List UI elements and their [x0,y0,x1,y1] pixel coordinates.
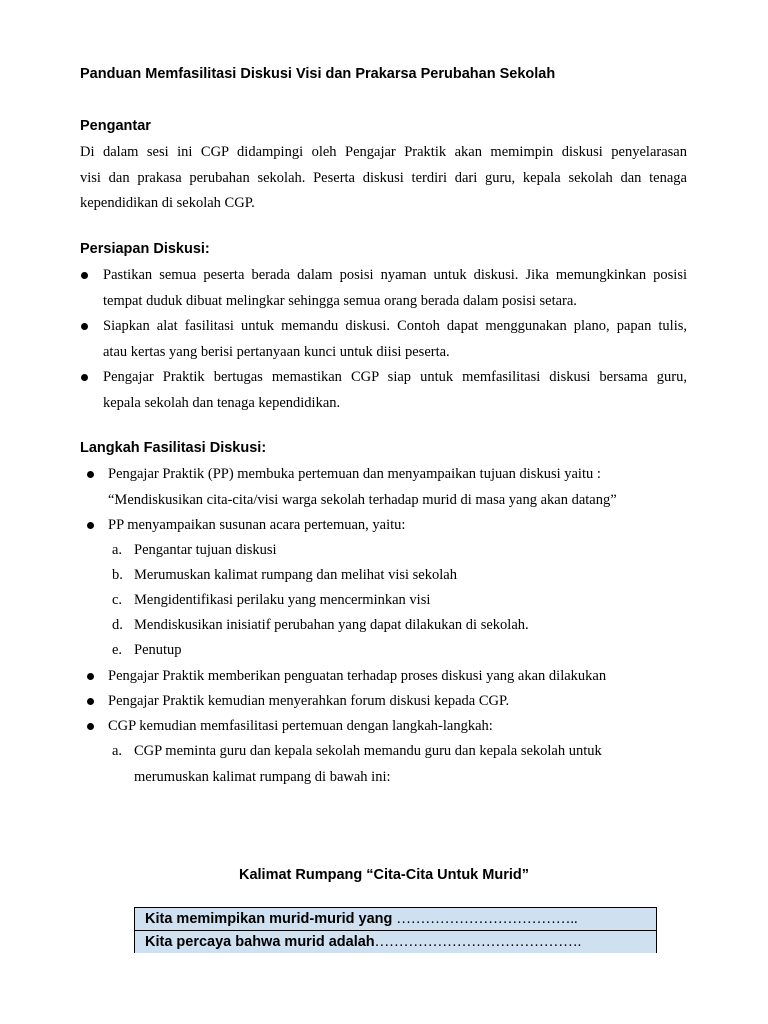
fill-in-table [134,907,657,953]
table-title: Kalimat Rumpang “Cita-Cita Untuk Murid” [238,867,529,883]
list-item-line: Pengajar Praktik kemudian menyerahkan forum diskusi kepada CGP. [108,693,510,709]
list-item-line: Pengajar Praktik memberikan penguatan terhadap proses diskusi yang akan dilakukan [108,668,607,684]
list-item-line: Siapkan alat fasilitasi untuk memandu diskusi. Contoh dapat menggunakan plano, papan tulis, [103,318,687,334]
paragraph-line: visi dan prakasa perubahan sekolah. Peserta diskusi terdiri dari guru, kepala sekolah dan tenaga [80,169,687,186]
table-row [135,908,656,931]
bullet-icon [87,723,94,730]
table-row-blank: ……………………………………. [374,934,582,950]
bullet-icon [81,323,88,330]
sub-list-marker: d. [112,617,123,633]
bullet-icon [87,471,94,478]
sub-list-marker: c. [112,592,123,608]
sub-list-line: merumuskan kalimat rumpang di bawah ini: [134,768,391,785]
list-item-line: atau kertas yang berisi pertanyaan kunci untuk diisi peserta. [103,343,450,360]
list-item-line: “Mendiskusikan cita-cita/visi warga sekolah terhadap murid di masa yang akan datang” [108,491,617,508]
document-title: Panduan Memfasilitasi Diskusi Visi dan Prakarsa Perubahan Sekolah [80,66,556,82]
list-item-line: CGP kemudian memfasilitasi pertemuan dengan langkah-langkah: [108,718,493,734]
bullet-icon [81,374,88,381]
bullet-icon [87,698,94,705]
sub-list-text: Penutup [134,642,182,658]
pengantar-heading: Pengantar [80,118,151,134]
sub-list-marker: b. [112,567,123,583]
bullet-icon [87,673,94,680]
list-item-line: tempat duduk dibuat melingkar sehingga semua orang berada dalam posisi setara. [103,292,577,309]
paragraph-line: Di dalam sesi ini CGP didampingi oleh Pengajar Praktik akan memimpin diskusi penyelarasan [80,144,687,160]
sub-list-text: Mendiskusikan inisiatif perubahan yang dapat dilakukan di sekolah. [134,617,529,633]
list-item-line: PP menyampaikan susunan acara pertemuan, yaitu: [108,517,406,533]
sub-list-item [112,739,672,791]
list-item-line: Pengajar Praktik (PP) membuka pertemuan dan menyampaikan tujuan diskusi yaitu : [108,466,601,482]
pengantar-paragraph [80,140,687,217]
sub-list-text: Mengidentifikasi perilaku yang mencerminkan visi [134,592,431,608]
list-item-line: Pengajar Praktik bertugas memastikan CGP siap untuk memfasilitasi diskusi bersama guru, [103,369,687,385]
persiapan-heading: Persiapan Diskusi: [80,241,210,257]
sub-list-text: Pengantar tujuan diskusi [134,542,277,558]
table-row [135,931,656,953]
table-row-label: Kita percaya bahwa murid adalah [145,934,375,950]
table-row-label: Kita memimpikan murid-murid yang [145,911,397,927]
sub-list-line: CGP meminta guru dan kepala sekolah memandu guru dan kepala sekolah untuk [134,743,602,759]
sub-list-marker: a. [112,743,123,759]
list-item-line: kepala sekolah dan tenaga kependidikan. [103,394,341,411]
paragraph-line: kependidikan di sekolah CGP. [80,195,255,211]
sub-list-marker: a. [112,542,123,558]
sub-list-marker: e. [112,642,123,658]
bullet-icon [87,522,94,529]
list-item-line: Pastikan semua peserta berada dalam posisi nyaman untuk diskusi. Jika memungkinkan posisi [103,267,687,283]
langkah-heading: Langkah Fasilitasi Diskusi: [80,440,267,456]
sub-list-text: Merumuskan kalimat rumpang dan melihat visi sekolah [134,567,457,583]
table-row-blank: ……………………………….. [396,911,578,927]
bullet-icon [81,272,88,279]
